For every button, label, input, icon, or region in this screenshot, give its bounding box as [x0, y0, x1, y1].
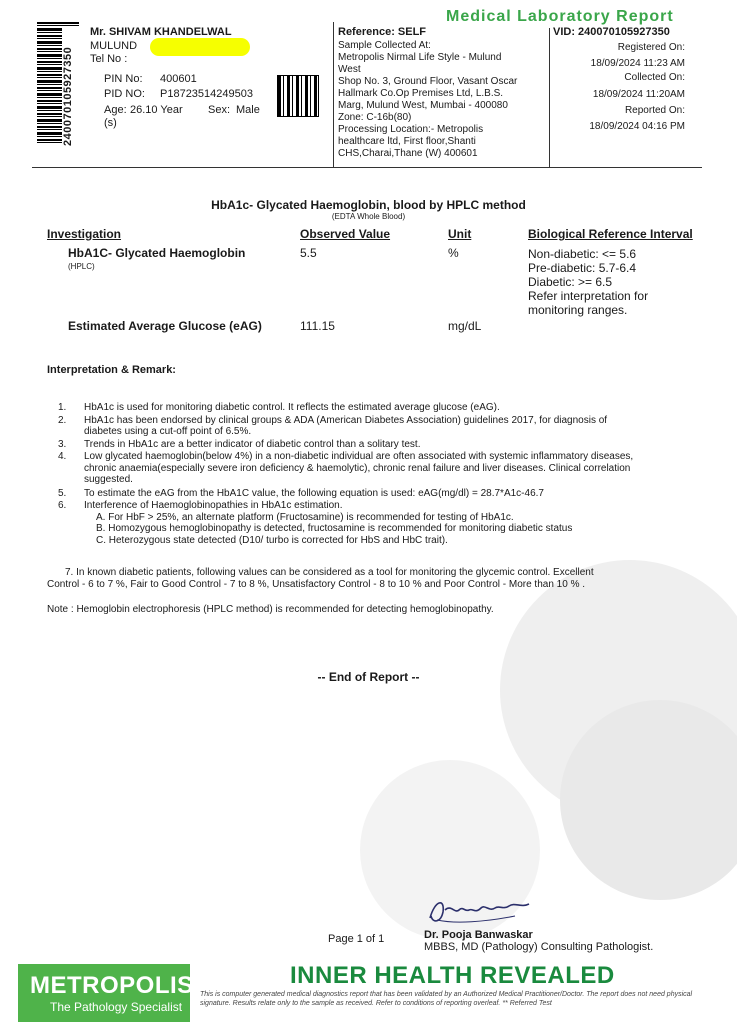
list-item	[58, 415, 698, 438]
item-text: B. Homozygous hemoglobinopathy is detected, fructosamine is recommended for monitoring diabetic status	[96, 523, 573, 534]
doctor-credentials: MBBS, MD (Pathology) Consulting Pathologist.	[424, 941, 654, 953]
interpretation-item-7	[47, 567, 707, 591]
reported-label: Reported On:	[624, 105, 685, 116]
pin-label: PIN No:	[104, 73, 143, 85]
collected-label: Collected On:	[624, 72, 685, 83]
test-name: HbA1C- Glycated Haemoglobin	[68, 246, 246, 260]
interpretation-heading: Interpretation & Remark:	[47, 364, 176, 376]
sample-line: Zone: C-16b(80)	[338, 112, 412, 123]
sample-line: Shop No. 3, Ground Floor, Vasant Oscar	[338, 76, 518, 87]
slogan: INNER HEALTH REVEALED	[290, 962, 615, 989]
item-text: HbA1c has been endorsed by clinical groups & ADA (American Diabetes Association) guidelines 2017, for diagnosis of	[84, 414, 608, 426]
item-number: 2.	[58, 414, 67, 426]
age-value: 26.10 Year	[130, 104, 183, 116]
divider	[549, 28, 550, 167]
list-item	[58, 402, 698, 414]
reference-range	[528, 247, 648, 317]
observed-value: 111.15	[300, 319, 335, 333]
item-number: 4.	[58, 451, 67, 462]
report-note: Note : Hemoglobin electrophoresis (HPLC method) is recommended for detecting hemoglobinopathy.	[47, 604, 494, 615]
item-number: 3.	[58, 438, 67, 450]
list-item	[58, 451, 698, 486]
interpretation-list	[58, 402, 698, 546]
reference-line: Diabetic: >= 6.5	[528, 275, 613, 289]
pid-label: PID NO:	[104, 88, 145, 100]
lab-report-title: Medical Laboratory Report	[446, 8, 674, 25]
col-header-reference: Biological Reference Interval	[528, 227, 693, 241]
sample-line: Processing Location:- Metropolis	[338, 124, 484, 135]
registered-date: 18/09/2024 11:23 AM	[590, 58, 685, 69]
list-item	[58, 488, 698, 500]
age-unit: (s)	[104, 117, 117, 129]
sample-line: West	[338, 64, 361, 75]
item-number: 1.	[58, 402, 67, 413]
item-text: suggested.	[84, 474, 133, 485]
pin-value: 400601	[160, 73, 197, 85]
item-text: Interference of Haemoglobinopathies in HbA1c estimation.	[84, 500, 343, 511]
item-text: 7. In known diabetic patients, following values can be considered as a tool for monitoring the glycemic control. Excellent	[65, 567, 594, 578]
unit-value: %	[448, 246, 459, 260]
divider	[333, 22, 334, 167]
reference-line: Pre-diabetic: 5.7-6.4	[528, 261, 637, 275]
disclaimer: This is computer generated medical diagnostics report that has been validated by an Authorized Medical Practitioner/Doctor. The report does not need physical signature. Results relate only to the sample as received. Refer to conditions of reporting overleaf. ** Referred Test	[200, 991, 693, 1007]
item-text: diabetes using a cut-off point of 6.5%.	[84, 426, 252, 437]
sample-line: Marg, Mulund West, Mumbai - 400080	[338, 100, 508, 111]
unit-value: mg/dL	[448, 319, 482, 333]
item-text: To estimate the eAG from the HbA1C value, the following equation is used: eAG(mg/dl) = 28.7*A1c-46.7	[84, 487, 544, 499]
pid-value: P18723514249503	[160, 88, 253, 100]
sample-line: Metropolis Nirmal Life Style - Mulund	[338, 52, 502, 63]
page-number: Page 1 of 1	[328, 933, 385, 945]
reference-label: Reference: SELF	[338, 26, 427, 38]
item-text: Low glycated haemoglobin(below 4%) in a non-diabetic individual are often associated with systemic inflammatory diseases,	[84, 451, 634, 462]
sample-line: Sample Collected At:	[338, 40, 431, 51]
item-text: C. Heterozygous state detected (D10/ turbo is corrected for HbS and HbC trait).	[96, 534, 448, 546]
reference-line: Refer interpretation for	[528, 289, 649, 303]
patient-address: MULUND	[90, 40, 138, 52]
sex-label: Sex:	[208, 104, 231, 116]
vid-number: VID: 240070105927350	[553, 26, 670, 38]
reference-line: monitoring ranges.	[528, 303, 628, 317]
item-text: HbA1c is used for monitoring diabetic control. It reflects the estimated average glucose (eAG).	[84, 402, 500, 413]
observed-value: 5.5	[300, 246, 317, 260]
reference-line: Non-diabetic: <= 5.6	[528, 247, 637, 261]
item-text: Trends in HbA1c are a better indicator of diabetic control than a solitary test.	[84, 438, 421, 450]
header-divider	[32, 167, 702, 168]
test-name: Estimated Average Glucose (eAG)	[68, 319, 262, 333]
end-of-report: -- End of Report --	[317, 670, 420, 684]
collected-date: 18/09/2024 11:20AM	[592, 89, 685, 100]
tel-label: Tel No :	[90, 53, 128, 65]
signature-image	[425, 890, 535, 930]
barcode-number: 240070105927350	[62, 26, 82, 146]
list-item	[58, 500, 698, 546]
doctor-name: Dr. Pooja Banwaskar	[424, 929, 533, 941]
redaction-highlight	[150, 38, 250, 56]
test-method: (HPLC)	[68, 262, 95, 271]
patient-name: Mr. SHIVAM KHANDELWAL	[90, 26, 232, 38]
item-text: chronic anaemia(especially severe iron deficiency & haemolytic), chronic renal failure and liver diseases. Clinical correlation	[84, 462, 631, 474]
col-header-investigation: Investigation	[47, 227, 122, 241]
sex-value: Male	[236, 104, 260, 116]
test-title: HbA1c- Glycated Haemoglobin, blood by HPLC method	[211, 198, 526, 212]
item-text: Control - 6 to 7 %, Fair to Good Control - 7 to 8 %, Unsatisfactory Control - 8 to 10 % and Poor Control - More than 10 % .	[47, 579, 586, 590]
age-label: Age:	[104, 104, 127, 116]
test-specimen: (EDTA Whole Blood)	[331, 212, 406, 221]
list-item	[58, 439, 698, 451]
logo-text: METROPOLIS	[30, 972, 194, 999]
col-header-observed: Observed Value	[300, 227, 391, 241]
sample-line: healthcare ltd, First floor,Shanti	[338, 136, 476, 147]
logo-tagline: The Pathology Specialist	[50, 1000, 183, 1014]
sample-line: CHS,Charai,Thane (W) 400601	[338, 148, 478, 159]
sample-line: Hallmark Co.Op Premises Ltd, L.B.S.	[338, 88, 504, 99]
reported-date: 18/09/2024 04:16 PM	[589, 121, 685, 132]
registered-label: Registered On:	[617, 42, 685, 53]
item-text: A. For HbF > 25%, an alternate platform (Fructosamine) is recommended for testing of HbA1c.	[96, 511, 514, 523]
qr-code-image	[277, 75, 319, 117]
item-number: 5.	[58, 487, 67, 499]
sample-location	[338, 40, 548, 160]
col-header-unit: Unit	[448, 227, 472, 241]
item-number: 6.	[58, 500, 67, 511]
